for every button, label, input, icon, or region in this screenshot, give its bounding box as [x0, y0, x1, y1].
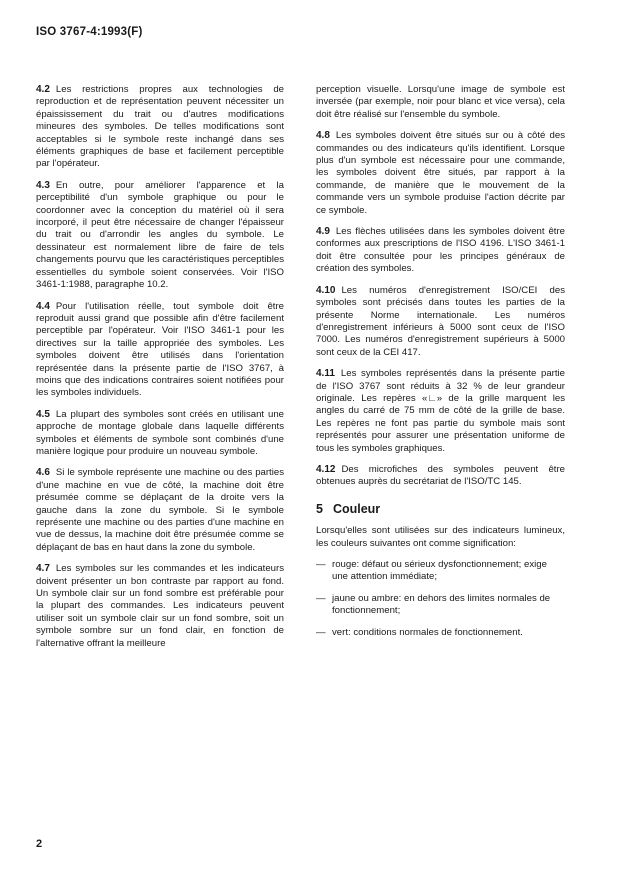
clause-4-2	[36, 84, 284, 171]
clause-4-8	[316, 130, 565, 217]
clause-text: Les symboles représentés dans la présente partie de l'ISO 3767 sont réduits à 32 % de leur grandeur originale. Les repères «∟» de la grille marquent les angles du carré de 75 mm de côté de la grille de base. Les repères ne font pas partie du symbole mais sont représentés pour assurer une présentation uniforme de tous les symboles graphiques.	[316, 368, 565, 454]
clause-text: En outre, pour améliorer l'apparence et la perceptibilité d'un symbole graphique ou pour le coordonner avec la conception du matériel où il sera incorporé, il peut être nécessaire de changer l'épaisseur du trait ou d'arrondir les angles du symbole. Le dessinateur est normalement libre de faire de tels changements pourvu que les caractéristiques perceptibles essentielles du symbole soient conservées. Voir l'ISO 3461-1:1988, paragraphe 10.2.	[36, 179, 284, 291]
clause-4-6	[36, 467, 284, 554]
clause-text: Les symboles doivent être situés sur ou à côté des commandes ou des indicateurs qu'ils identifient. Lorsque plus d'un symbole est nécessaire pour une commande, les symboles doivent être situés, par rapport à la commande, de manière que le mouvement de la commande vers un symbole produise l'action décrite par ce symbole.	[316, 130, 565, 216]
clause-4-7	[36, 563, 284, 650]
clause-text: Des microfiches des symboles peuvent être obtenues auprès du secrétariat de l'ISO/TC 145.	[316, 463, 565, 488]
section-intro: Lorsqu'elles sont utilisées sur des indicateurs lumineux, les couleurs suivantes ont comme signification:	[316, 525, 565, 549]
clause-4-9	[316, 226, 565, 276]
list-dash: —	[316, 626, 326, 638]
right-column	[316, 84, 565, 648]
clause-number: 4.12	[316, 463, 336, 475]
clause-text: Si le symbole représente une machine ou des parties d'une machine en vue de côté, la machine doit être présumée comme se déplaçant de la droite vers la gauche dans la zone du symbole. Si le symbole représente une machine ou des parties d'une machine en vue de dessus, la machine doit être présumée comme se déplaçant de bas en haut dans la zone du symbole.	[36, 467, 284, 553]
clause-text: Pour l'utilisation réelle, tout symbole doit être reproduit aussi grand que possible afin d'être facilement perceptible par l'opérateur. Voir l'ISO 3461-1 pour les directives sur la taille appropriée des symboles. Les symboles doivent être utilisés dans l'orientation représentée dans la présente partie de l'ISO 3767, à moins que des indications contraires soient notifiées pour les symboles individuels.	[36, 300, 284, 399]
list-item	[316, 593, 565, 618]
section-heading	[316, 503, 565, 515]
clause-number: 4.3	[36, 179, 50, 191]
clause-4-3	[36, 180, 284, 292]
clause-4-4	[36, 301, 284, 400]
list-item	[316, 559, 565, 584]
section-title: Couleur	[332, 501, 381, 516]
clause-text: Les flèches utilisées dans les symboles doivent être conformes aux prescriptions de l'ISO 4196. L'ISO 3461-1 doit être consultée pour les principes généraux de création des symboles.	[316, 226, 565, 275]
clause-number: 4.6	[36, 467, 50, 479]
clause-number: 4.7	[36, 563, 50, 575]
clause-number: 4.4	[36, 300, 50, 312]
list-item-text: rouge: défaut ou sérieux dysfonctionnement; exige une attention immédiate;	[332, 559, 547, 583]
clause-number: 4.10	[316, 284, 336, 296]
list-dash: —	[316, 559, 326, 570]
clause-4-10	[316, 285, 565, 359]
clause-text: Les numéros d'enregistrement ISO/CEI des symboles sont précisés dans toutes les parties de la présente Norme internationale. Les numéros d'enregistrement inférieurs à 5000 sont ceux de l'ISO 7000. Les numéros d'enregistrement supérieurs à 5000 sont ceux de la CEI 417.	[316, 284, 565, 358]
clause-number: 4.2	[36, 84, 50, 95]
clause-4-11	[316, 368, 565, 455]
list-dash: —	[316, 592, 326, 604]
list-item	[316, 627, 565, 639]
clause-number: 4.9	[316, 226, 330, 238]
list-item-text: vert: conditions normales de fonctionnement.	[332, 626, 523, 638]
clause-4-5	[36, 409, 284, 459]
document-header: ISO 3767-4:1993(F)	[36, 26, 143, 38]
section-number: 5	[316, 501, 323, 516]
clause-number: 4.11	[316, 368, 335, 380]
clause-number: 4.5	[36, 408, 50, 420]
list-item-text: jaune ou ambre: en dehors des limites normales de fonctionnement;	[332, 592, 551, 617]
clause-text: Les restrictions propres aux technologies de reproduction et de représentation peuvent nécessiter un épaississement du trait ou d'autres modifications mineures des symboles. De telles modifications sont acceptables si le symbole reste inchangé dans ses éléments graphiques de base et facilement perceptible par l'opérateur.	[36, 84, 284, 170]
clause-number: 4.8	[316, 130, 330, 142]
clause-4-12	[316, 464, 565, 489]
left-column	[36, 84, 284, 659]
clause-text: Les symboles sur les commandes et les indicateurs doivent présenter un bon contraste par rapport au fond. Un symbole clair sur un fond sombre est préférable pour la plupart des commandes. Les indicateurs peuvent utiliser soit un symbole clair sur un fond sombre, soit un symbole sombre sur un fond clair, en fonction de l'alternative offrant la meilleure	[36, 563, 284, 649]
clause-4-7-continuation: perception visuelle. Lorsqu'une image de symbole est inversée (par exemple, noir pour blanc et vice versa), cela doit être réalisé sur l'ensemble du symbole.	[316, 84, 565, 120]
clause-text: La plupart des symboles sont créés en utilisant une approche de montage globale dans laquelle différents symboles et éléments de symbole sont combinés d'une manière logique pour produire un nouveau symbole.	[36, 408, 284, 457]
page-number: 2	[36, 838, 43, 850]
